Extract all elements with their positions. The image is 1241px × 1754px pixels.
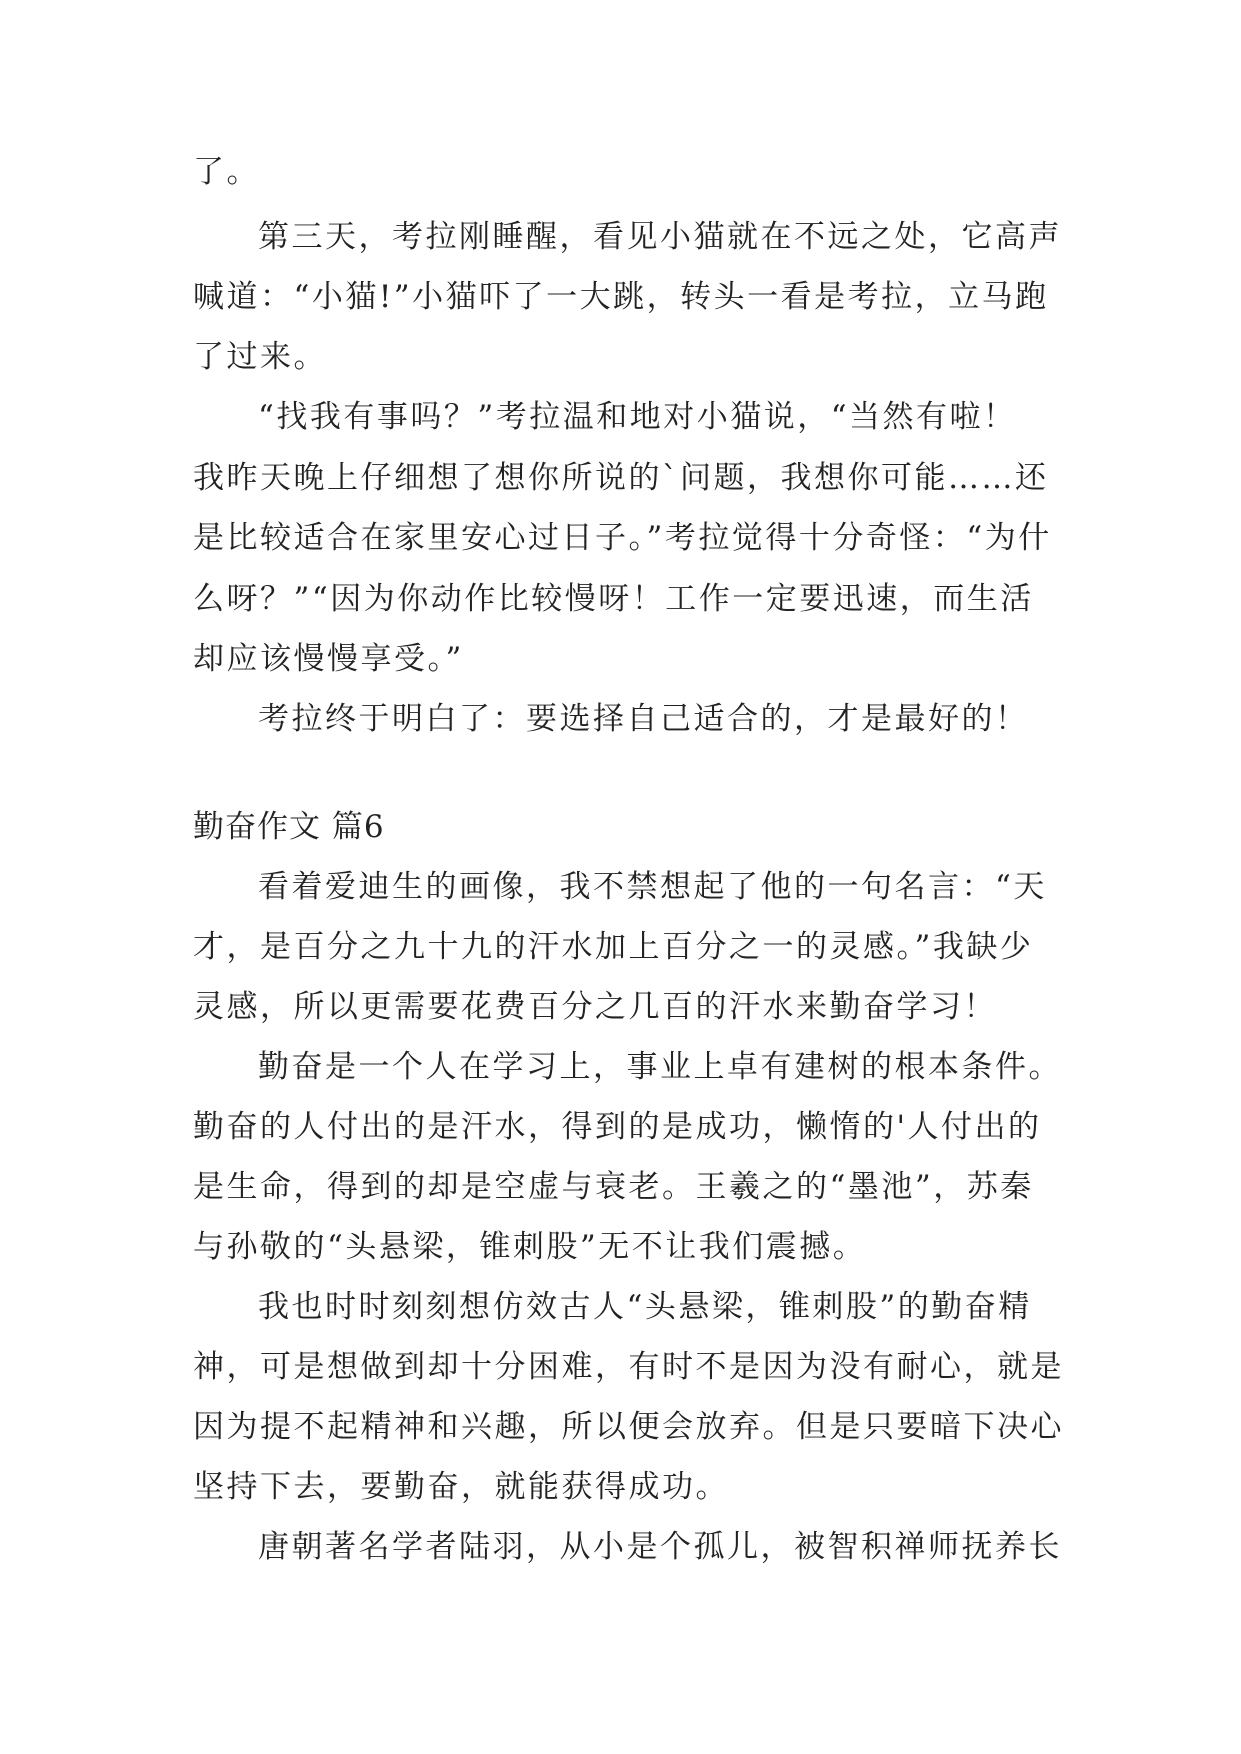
- text-line: 我昨天晚上仔细想了想你所说的`问题，我想你可能……还: [193, 460, 1049, 496]
- paragraph-start: 考拉终于明白了：要选择自己适合的，才是最好的！: [258, 701, 1029, 737]
- text-line: 了。: [193, 154, 260, 190]
- text-line: 是比较适合在家里安心过日子。”考拉觉得十分奇怪：“为什: [193, 520, 1052, 556]
- paragraph-start: 唐朝著名学者陆羽，从小是个孤儿，被智积禅师抚养长: [258, 1529, 1062, 1565]
- text-line: 神，可是想做到却十分困难，有时不是因为没有耐心，就是: [193, 1349, 1064, 1385]
- text-line: 么呀？”“因为你动作比较慢呀！工作一定要迅速，而生活: [193, 581, 1034, 617]
- text-line: 才，是百分之九十九的汗水加上百分之一的灵感。”我缺少: [193, 929, 1034, 965]
- text-line: 与孙敬的“头悬梁，锥刺股”无不让我们震撼。: [193, 1229, 867, 1265]
- text-line: 坚持下去，要勤奋，就能获得成功。: [193, 1469, 729, 1505]
- paragraph-start: 勤奋是一个人在学习上，事业上卓有建树的根本条件。: [258, 1049, 1062, 1085]
- text-line: 却应该慢慢享受。”: [193, 641, 464, 677]
- text-line: 喊道：“小猫!”小猫吓了一大跳，转头一看是考拉，立马跑: [193, 279, 1049, 315]
- text-line: 灵感，所以更需要花费百分之几百的汗水来勤奋学习！: [193, 989, 997, 1025]
- section-heading: 勤奋作文 篇6: [193, 809, 385, 845]
- text-line: 因为提不起精神和兴趣，所以便会放弃。但是只要暗下决心: [193, 1409, 1064, 1445]
- paragraph-start: 我也时时刻刻想仿效古人“头悬梁，锥刺股”的勤奋精: [258, 1289, 1032, 1325]
- paragraph-start: 第三天，考拉刚睡醒，看见小猫就在不远之处，它高声: [258, 219, 1062, 255]
- paragraph-start: 看着爱迪生的画像，我不禁想起了他的一句名言：“天: [258, 869, 1047, 905]
- paragraph-start: “找我有事吗？”考拉温和地对小猫说，“当然有啦！: [258, 399, 1017, 435]
- text-line: 勤奋的人付出的是汗水，得到的是成功，懒惰的'人付出的: [193, 1109, 1042, 1145]
- text-line: 了过来。: [193, 339, 327, 375]
- text-line: 是生命，得到的却是空虚与衰老。王羲之的“墨池”，苏秦: [193, 1169, 1034, 1205]
